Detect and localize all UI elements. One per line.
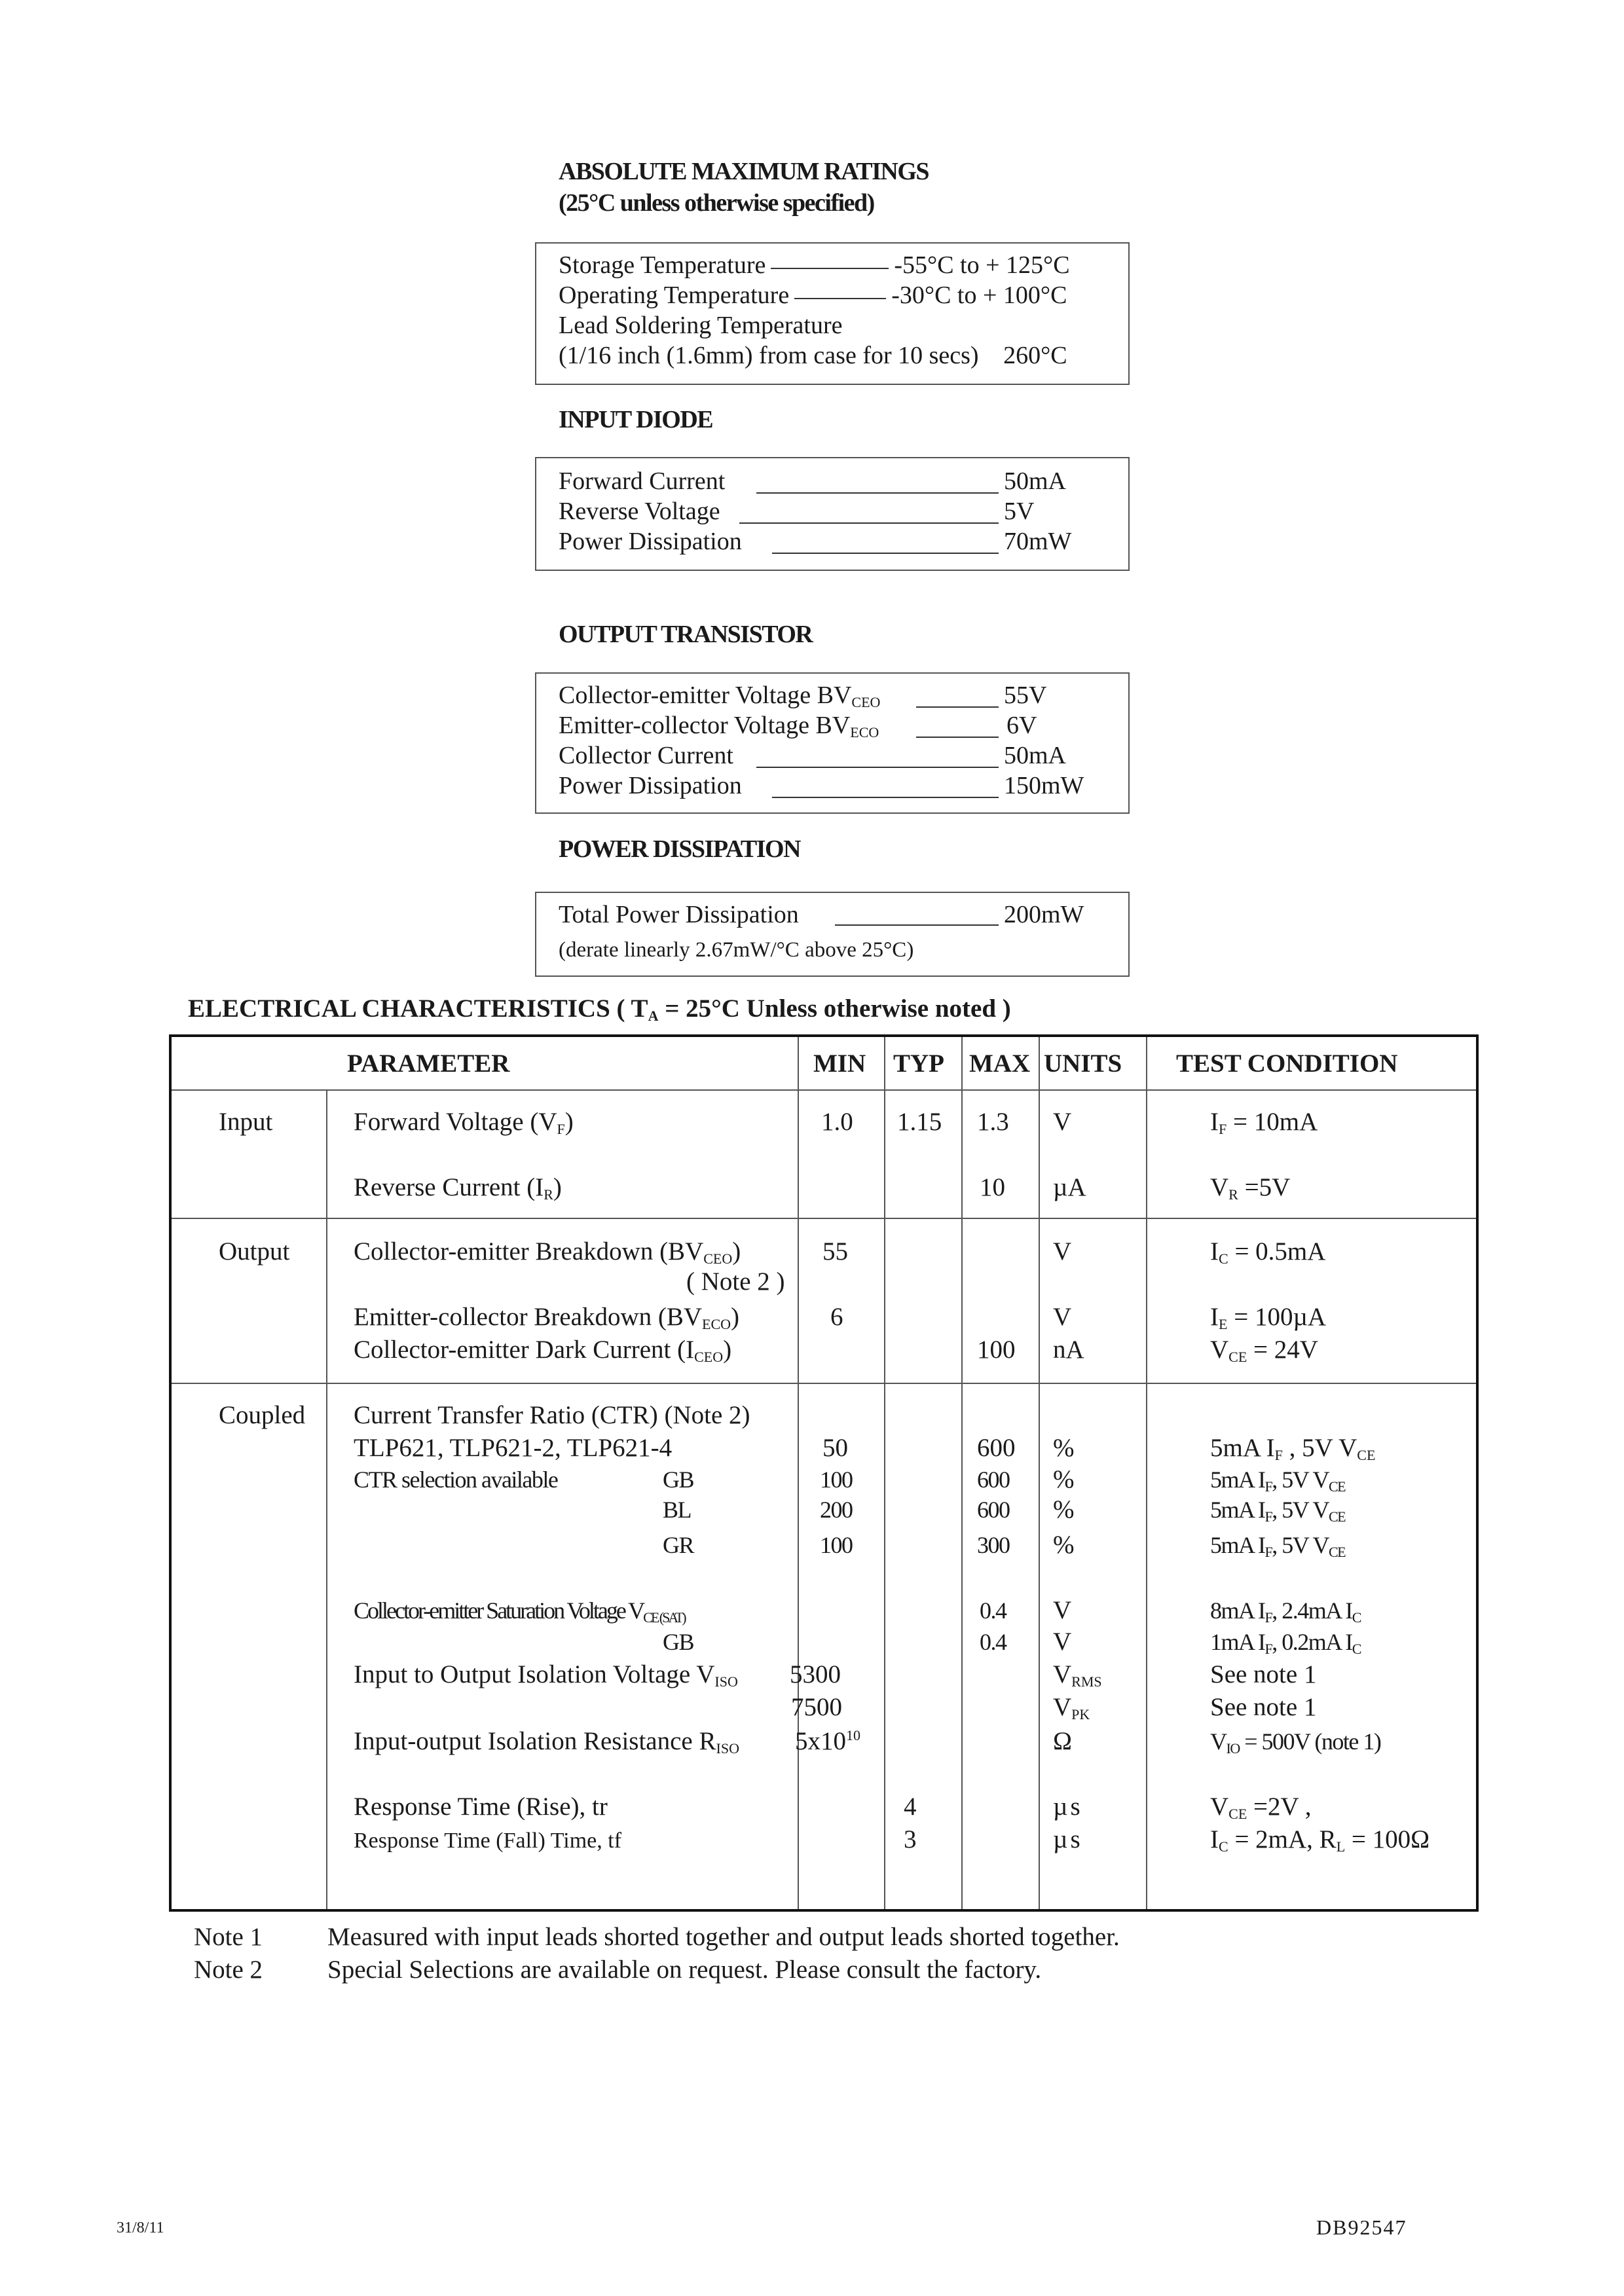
units-value: µA <box>1053 1173 1086 1201</box>
reverse-voltage-label: Reverse Voltage <box>559 498 720 525</box>
max-value: 0.4 <box>980 1597 1006 1624</box>
test-condition: $V_R =5V$ <box>1210 1173 1291 1203</box>
lead-soldering-row <box>559 340 1067 371</box>
storage-temp-label: Storage Temperature <box>559 251 766 279</box>
footer-doc-number: DB92547 <box>1316 2215 1407 2239</box>
param-forward-voltage: Forward Voltage $(V_F)$ <box>354 1108 574 1137</box>
lead-soldering-detail: (1/16 inch (1.6mm) from case for 10 secs) <box>559 342 979 369</box>
param-note: ( Note 2 ) <box>686 1267 785 1296</box>
units-value: µs <box>1053 1825 1083 1853</box>
ce-voltage-label: Collector-emitter Voltage $BV_{CEO}$ <box>559 682 881 710</box>
leader-line <box>772 797 999 798</box>
units-value: V <box>1053 1303 1072 1331</box>
leader-line <box>772 553 999 554</box>
max-value: 0.4 <box>980 1629 1006 1655</box>
header-typ: TYP <box>893 1049 944 1078</box>
grade-gb: GB <box>663 1467 694 1493</box>
typ-value: 3 <box>904 1825 917 1853</box>
param-reverse-current: Reverse Current $(I_R)$ <box>354 1173 562 1203</box>
group-coupled: Coupled <box>219 1401 306 1429</box>
power-dissipation-box <box>535 892 1130 977</box>
collector-current-label: Collector Current <box>559 742 733 769</box>
param-isolation-voltage: Input to Output Isolation Voltage $V_{ISO}$ <box>354 1660 738 1690</box>
column-divider <box>798 1037 799 1909</box>
operating-temp-value: -30°C to + 100°C <box>891 282 1067 309</box>
input-diode-box <box>535 457 1130 571</box>
test-condition: 1mA $I_F$, 0.2mA $I_C$ <box>1210 1629 1361 1657</box>
units-value: nA <box>1053 1336 1084 1364</box>
units-value: % <box>1053 1495 1075 1523</box>
column-divider <box>1146 1037 1147 1909</box>
output-transistor-title: OUTPUT TRANSISTOR <box>559 621 813 648</box>
column-divider <box>326 1089 327 1909</box>
input-diode-title: INPUT DIODE <box>559 406 713 433</box>
column-divider <box>961 1037 963 1909</box>
min-value: 200 <box>820 1497 853 1523</box>
leader-line <box>916 706 999 708</box>
forward-current-value: 50mA <box>1004 467 1066 495</box>
test-condition: See note 1 <box>1210 1660 1317 1688</box>
test-condition: $I_F = 10mA$ <box>1210 1108 1318 1137</box>
param-saturation-voltage: Collector-emitter Saturation Voltage $V_{CE (SAT)}$ <box>354 1597 685 1626</box>
note-1-label: Note 1 <box>194 1923 263 1951</box>
test-condition: $I_C = 0.5mA$ <box>1210 1237 1326 1267</box>
test-condition: 5mA $I_F$, 5V $V_{CE}$ <box>1210 1532 1346 1560</box>
derate-note: (derate linearly 2.67mW/°C above 25°C) <box>559 938 914 962</box>
group-input: Input <box>219 1108 273 1136</box>
min-value: 50 <box>822 1434 848 1462</box>
max-value: 100 <box>977 1336 1016 1364</box>
abs-max-title: ABSOLUTE MAXIMUM RATINGS <box>559 158 929 185</box>
group-output: Output <box>219 1237 290 1266</box>
test-condition: See note 1 <box>1210 1693 1317 1721</box>
electrical-table <box>169 1034 1479 1912</box>
operating-temp-row <box>559 280 1067 310</box>
param-dark-current: Collector-emitter Dark Current $(I_{CEO})$ <box>354 1336 732 1365</box>
header-test-condition: TEST CONDITION <box>1176 1049 1398 1078</box>
collector-current-value: 50mA <box>1004 742 1066 769</box>
min-value: 1.0 <box>821 1108 853 1136</box>
column-divider <box>1039 1037 1040 1909</box>
min-value: 100 <box>820 1467 853 1493</box>
electrical-title: ELECTRICAL CHARACTERISTICS ( $T_A = 25^\circ C$ Unless otherwise noted ) <box>188 994 1011 1024</box>
note-2-text: Special Selections are available on request. Please consult the factory. <box>327 1956 1042 1984</box>
power-dissipation-value: 70mW <box>1004 528 1072 555</box>
note-2-label: Note 2 <box>194 1956 263 1984</box>
max-value: 1.3 <box>977 1108 1009 1136</box>
test-condition: 5mA $I_F$ , 5V $V_{CE}$ <box>1210 1434 1376 1463</box>
units-value: $V_{RMS}$ <box>1053 1660 1102 1690</box>
units-value: V <box>1053 1596 1072 1624</box>
power-dissipation-label: Power Dissipation <box>559 772 742 799</box>
max-value: 300 <box>977 1532 1010 1558</box>
test-condition: $V_{CE} = 24V$ <box>1210 1336 1318 1365</box>
header-units: UNITS <box>1044 1049 1122 1078</box>
row-divider <box>172 1218 1476 1219</box>
units-value: V <box>1053 1628 1072 1656</box>
param-ce-breakdown: Collector-emitter Breakdown $(BV_{CEO})$ <box>354 1237 741 1267</box>
test-condition: $I_E = 100\mu A$ <box>1210 1303 1327 1332</box>
grade-gr: GR <box>663 1532 694 1558</box>
note-1-text: Measured with input leads shorted together and output leads shorted together. <box>327 1923 1120 1951</box>
test-condition: 5mA $I_F$, 5V $V_{CE}$ <box>1210 1497 1346 1525</box>
operating-temp-label: Operating Temperature <box>559 282 790 309</box>
min-value: 55 <box>822 1237 848 1266</box>
leader-line <box>835 924 999 926</box>
typ-value: 4 <box>904 1793 917 1821</box>
total-power-label: Total Power Dissipation <box>559 901 799 928</box>
max-value: 10 <box>980 1173 1005 1201</box>
min-value: 5300 <box>790 1660 841 1688</box>
power-dissipation-title: POWER DISSIPATION <box>559 835 800 863</box>
grade-gb: GB <box>663 1629 694 1655</box>
min-value: 7500 <box>791 1693 842 1721</box>
leader-line <box>756 492 999 494</box>
forward-current-label: Forward Current <box>559 467 726 495</box>
abs-max-subtitle: (25°C unless otherwise specified) <box>559 189 874 217</box>
storage-temp-row <box>559 250 1070 280</box>
column-divider <box>884 1037 885 1909</box>
footer-date: 31/8/11 <box>117 2219 164 2236</box>
total-power-value: 200mW <box>1004 901 1084 928</box>
row-divider <box>172 1383 1476 1384</box>
output-transistor-box <box>535 672 1130 814</box>
grade-bl: BL <box>663 1497 692 1523</box>
units-value: V <box>1053 1108 1072 1136</box>
test-condition: $I_C = 2mA$, $R_L = 100\Omega$ <box>1210 1825 1430 1855</box>
leader-line <box>739 522 999 524</box>
test-condition: 5mA $I_F$, 5V $V_{CE}$ <box>1210 1467 1346 1495</box>
min-value: 100 <box>820 1532 853 1558</box>
lead-soldering-label: Lead Soldering Temperature <box>559 312 843 339</box>
max-value: 600 <box>977 1467 1010 1493</box>
abs-max-box <box>535 242 1130 385</box>
max-value: 600 <box>977 1497 1010 1523</box>
param-rise-time: Response Time (Rise), tr <box>354 1793 608 1821</box>
leader-line <box>756 767 999 768</box>
header-max: MAX <box>969 1049 1031 1078</box>
min-value: $5x10^{10}$ <box>795 1727 860 1755</box>
units-value: V <box>1053 1237 1072 1266</box>
ec-voltage-label: Emitter-collector Voltage $BV_{ECO}$ <box>559 712 879 740</box>
storage-temp-value: -55°C to + 125°C <box>894 251 1070 279</box>
units-value: µs <box>1053 1793 1083 1821</box>
max-value: 600 <box>977 1434 1016 1462</box>
units-value: % <box>1053 1465 1075 1493</box>
header-min: MIN <box>813 1049 866 1078</box>
units-value: Ω <box>1053 1727 1072 1755</box>
min-value: 6 <box>830 1303 843 1331</box>
param-ec-breakdown: Emitter-collector Breakdown $(BV_{ECO})$ <box>354 1303 740 1332</box>
reverse-voltage-value: 5V <box>1004 498 1035 525</box>
param-isolation-resistance: Input-output Isolation Resistance $R_{ISO}$ <box>354 1727 739 1757</box>
row-divider <box>172 1089 1476 1091</box>
power-dissipation-label: Power Dissipation <box>559 528 742 555</box>
units-value: $V_{PK}$ <box>1053 1693 1090 1722</box>
ec-voltage-value: 6V <box>1006 712 1037 739</box>
test-condition: $V_{IO} = 500V$ (note 1) <box>1210 1728 1381 1757</box>
typ-value: 1.15 <box>897 1108 942 1136</box>
power-dissipation-value: 150mW <box>1004 772 1084 799</box>
header-parameter: PARAMETER <box>347 1049 510 1078</box>
lead-soldering-value: 260°C <box>1003 342 1067 369</box>
param-tlp: TLP621, TLP621-2, TLP621-4 <box>354 1434 673 1462</box>
param-ctr-selection: CTR selection available <box>354 1467 558 1493</box>
units-value: % <box>1053 1434 1075 1462</box>
leader-line <box>916 737 999 738</box>
units-value: % <box>1053 1531 1075 1559</box>
test-condition: 8mA $I_F$, 2.4mA $I_C$ <box>1210 1597 1361 1626</box>
param-fall-time: Response Time (Fall) Time, tf <box>354 1829 622 1853</box>
param-ctr: Current Transfer Ratio (CTR) (Note 2) <box>354 1401 750 1429</box>
test-condition: $V_{CE} =2V$ , <box>1210 1793 1312 1822</box>
ce-voltage-value: 55V <box>1004 682 1047 709</box>
